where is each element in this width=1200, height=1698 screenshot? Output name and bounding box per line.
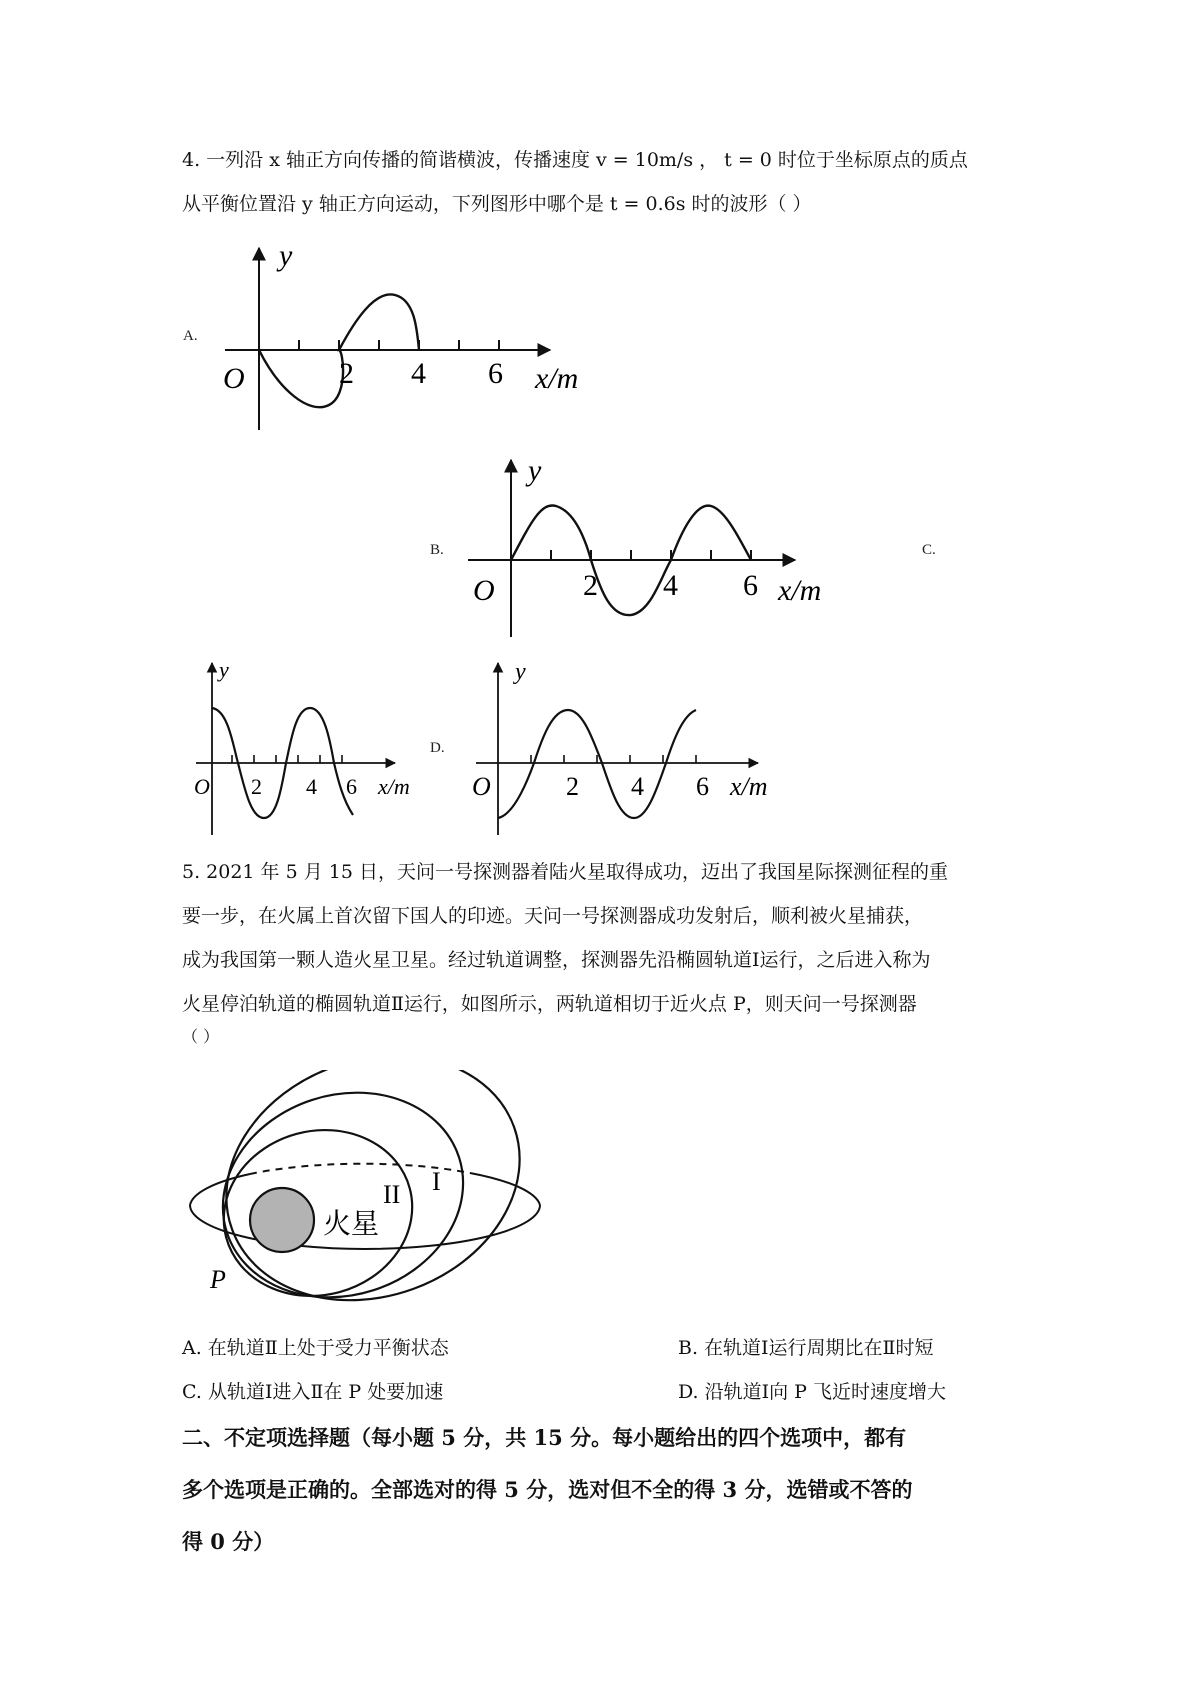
graph-a-tick-6: 6 bbox=[488, 357, 503, 390]
graph-a-tick-2: 2 bbox=[339, 357, 354, 390]
q5-choice-a: A. 在轨道Ⅱ上处于受力平衡状态 bbox=[182, 1337, 449, 1359]
section-2-line-2: 多个选项是正确的。全部选对的得 5 分，选对但不全的得 3 分，选错或不答的 bbox=[182, 1477, 913, 1502]
orbit-ii bbox=[196, 1070, 490, 1320]
orbit-plane-back-left bbox=[190, 1174, 250, 1205]
graph-a-x-label: x/m bbox=[535, 362, 579, 395]
orbit-diagram bbox=[180, 1070, 550, 1320]
graph-c-tick-6: 6 bbox=[346, 774, 357, 799]
graph-b-tick-2: 2 bbox=[583, 569, 598, 602]
graph-c-tick-4: 4 bbox=[306, 774, 317, 799]
q5-choice-d: D. 沿轨道Ⅰ向 P 飞近时速度增大 bbox=[678, 1381, 947, 1403]
graph-a-origin: O bbox=[223, 362, 245, 395]
section-2-line-1: 二、不定项选择题（每小题 5 分，共 15 分。每小题给出的四个选项中，都有 bbox=[182, 1425, 907, 1450]
graph-b-x-label: x/m bbox=[778, 574, 822, 607]
graph-b-tick-6: 6 bbox=[743, 569, 758, 602]
graph-d-tick-4: 4 bbox=[631, 772, 644, 801]
graph-c-tick-2: 2 bbox=[251, 774, 262, 799]
section-2-line-3: 得 0 分） bbox=[182, 1529, 275, 1554]
graph-d-x-label: x/m bbox=[730, 772, 768, 801]
orbit-inner bbox=[205, 1109, 431, 1317]
mars-label: 火星 bbox=[323, 1209, 380, 1240]
q4-option-c-label: C. bbox=[922, 542, 936, 558]
q5-line-5: （ ） bbox=[182, 1027, 220, 1046]
graph-b-y-label: y bbox=[528, 454, 542, 487]
graph-a-y-label: y bbox=[279, 240, 293, 272]
graph-d bbox=[468, 655, 798, 840]
orbit-plane-back-right bbox=[470, 1173, 540, 1205]
orbit-i bbox=[192, 1070, 550, 1320]
graph-c-origin: O bbox=[194, 774, 210, 799]
graph-d-wave bbox=[498, 710, 696, 818]
graph-d-y-label: y bbox=[515, 659, 526, 685]
q5-line-4: 火星停泊轨道的椭圆轨道Ⅱ运行，如图所示，两轨道相切于近火点 P，则天问一号探测器 bbox=[182, 993, 917, 1015]
graph-a-tick-4: 4 bbox=[411, 357, 426, 390]
graph-d-tick-6: 6 bbox=[696, 772, 709, 801]
q5-line-2: 要一步，在火属上首次留下国人的印迹。天问一号探测器成功发射后，顺利被火星捕获， bbox=[182, 905, 924, 927]
q5-line-1: 5. 2021 年 5 月 15 日，天问一号探测器着陆火星取得成功，迈出了我国星际探测征程的重 bbox=[182, 861, 948, 883]
mars-planet bbox=[250, 1188, 314, 1252]
point-p-label: P bbox=[210, 1265, 226, 1294]
q4-line-2: 从平衡位置沿 y 轴正方向运动，下列图形中哪个是 t = 0.6s 时的波形（ ） bbox=[182, 193, 812, 215]
q5-line-3: 成为我国第一颗人造火星卫星。经过轨道调整，探测器先沿椭圆轨道Ⅰ运行，之后进入称为 bbox=[182, 949, 931, 971]
orbit-i-label: I bbox=[432, 1167, 441, 1196]
graph-b-tick-4: 4 bbox=[663, 569, 678, 602]
graph-c bbox=[188, 655, 423, 840]
graph-c-x-label: x/m bbox=[378, 774, 410, 799]
q5-choice-b: B. 在轨道Ⅰ运行周期比在Ⅱ时短 bbox=[678, 1337, 934, 1359]
graph-b bbox=[460, 452, 840, 642]
graph-b-origin: O bbox=[473, 574, 495, 607]
orbit-ii-label: II bbox=[383, 1180, 401, 1209]
graph-d-tick-2: 2 bbox=[566, 772, 579, 801]
q5-choice-c: C. 从轨道Ⅰ进入Ⅱ在 P 处要加速 bbox=[182, 1381, 444, 1403]
q4-option-b-label: B. bbox=[430, 542, 444, 558]
graph-a bbox=[205, 240, 625, 440]
q4-option-a-label: A. bbox=[183, 328, 198, 344]
q4-option-d-label: D. bbox=[430, 740, 445, 756]
q4-line-1: 4. 一列沿 x 轴正方向传播的简谐横波，传播速度 v = 10m/s ， t = 0 时位于坐标原点的质点 bbox=[182, 149, 968, 171]
graph-c-y-label: y bbox=[219, 657, 229, 682]
graph-d-origin: O bbox=[472, 772, 491, 801]
